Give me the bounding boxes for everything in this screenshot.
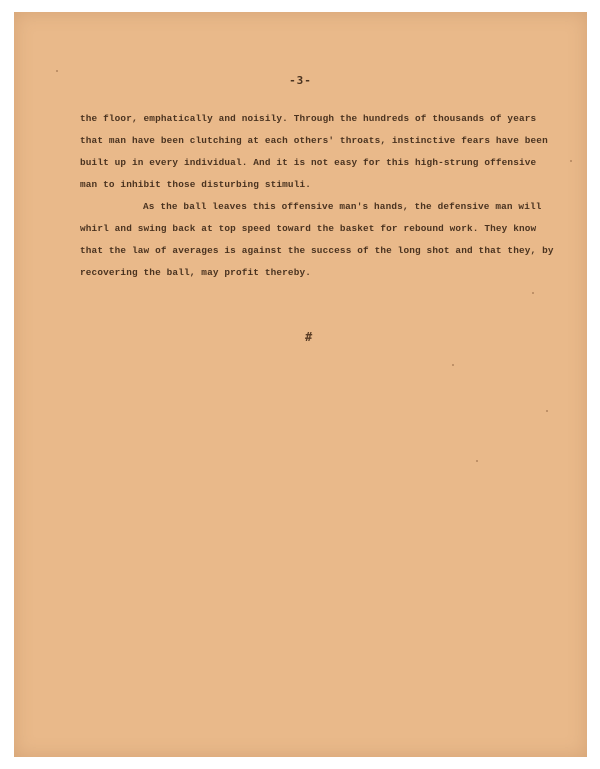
text-line: that the law of averages is against the success of the long shot and that they, by (80, 245, 554, 256)
end-mark: # (305, 330, 313, 344)
paper-speck (532, 292, 534, 294)
text-line: built up in every individual. And it is not easy for this high-strung offensive (80, 157, 537, 168)
paper-speck (570, 160, 572, 162)
text-line: that man have been clutching at each others' throats, instinctive fears have been (80, 135, 548, 146)
body-text (80, 108, 560, 284)
page-number: -3- (289, 74, 312, 87)
text-line: the floor, emphatically and noisily. Through the hundreds of thousands of years (80, 113, 537, 124)
document-page (14, 12, 587, 757)
text-line: recovering the ball, may profit thereby. (80, 267, 312, 278)
paper-speck (546, 410, 548, 412)
text-line: whirl and swing back at top speed toward the basket for rebound work. They know (80, 223, 537, 234)
text-line: As the ball leaves this offensive man's hands, the defensive man will (143, 201, 542, 212)
paper-speck (476, 460, 478, 462)
paper-speck (452, 364, 454, 366)
text-line: man to inhibit those disturbing stimuli. (80, 179, 312, 190)
paper-speck (56, 70, 58, 72)
